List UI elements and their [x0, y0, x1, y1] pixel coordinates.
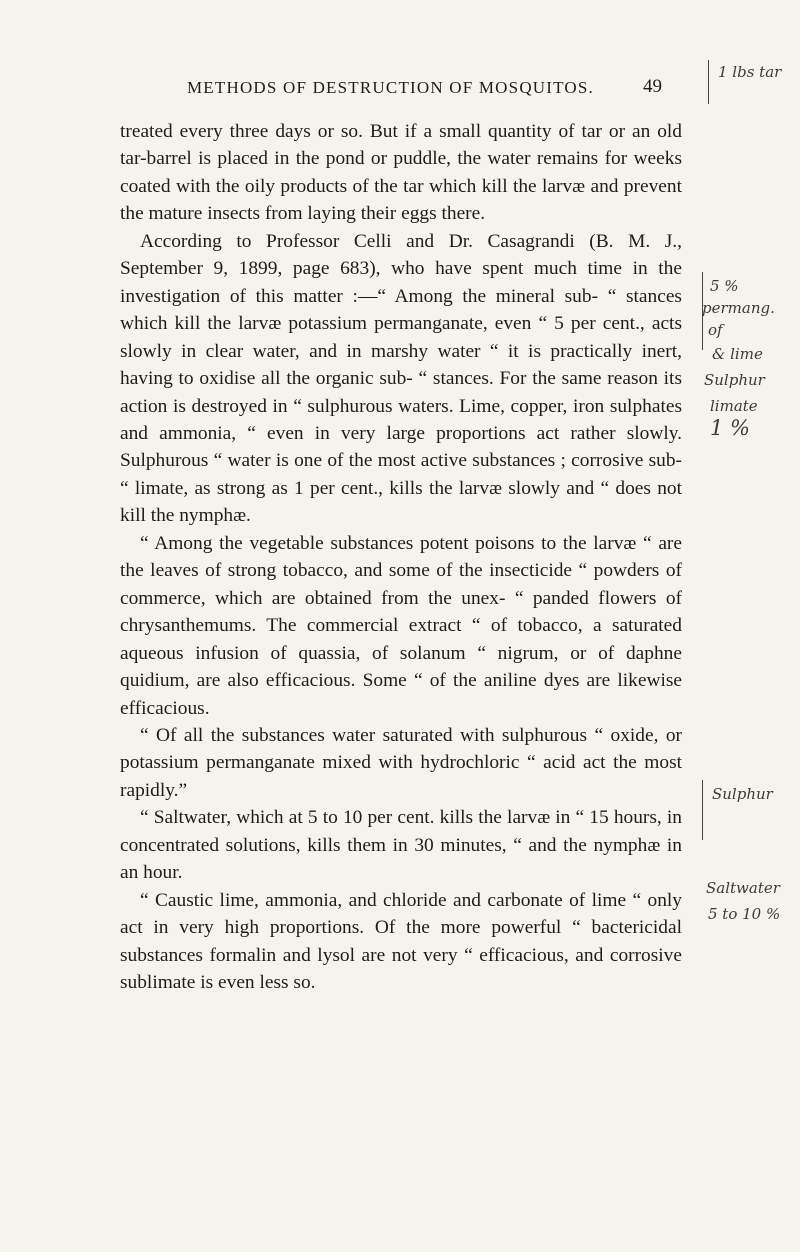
text-line: remains for weeks coated with the oily products of the tar [120, 148, 682, 197]
paragraph [120, 228, 682, 530]
text-line: “ stances. For the same reason its action is destroyed in [120, 368, 682, 417]
paragraph [120, 530, 682, 722]
text-line: According to Professor Celli and Dr. Casagrandi (B. M. J., [140, 230, 682, 252]
margin-note: of [708, 321, 723, 339]
margin-bracket [708, 60, 709, 104]
text-line: “ even in very large proportions act rather slowly. Sulphurous [120, 422, 682, 472]
text-line: “ sulphurous waters. Lime, copper, iron sulphates and ammonia, [120, 395, 682, 444]
margin-annotations [698, 63, 798, 1100]
text-line: “ Caustic lime, ammonia, and chloride and carbonate of lime [140, 889, 627, 911]
margin-note: Sulphur [712, 785, 773, 803]
paragraph [120, 722, 682, 804]
text-line: “ acid act the most rapidly.” [120, 752, 682, 801]
margin-note: 1 lbs tar [718, 63, 782, 81]
text-line: “ efficacious, and corrosive sublimate is even less so. [120, 944, 682, 994]
text-line: “ bactericidal substances formalin and lysol are not very [120, 917, 682, 966]
margin-note: permang. [702, 299, 775, 317]
text-line: “ limate, as strong as 1 per cent., kills the larvæ slowly and [120, 477, 595, 499]
text-line: “ nigrum, or of daphne quidium, are also efficacious. Some [120, 642, 682, 692]
text-line: “ stances which kill the larvæ potassium permanganate, even [120, 285, 682, 335]
text-line: “ Saltwater, which at 5 to 10 per cent. kills the larvæ in [140, 807, 571, 829]
body-text [120, 118, 682, 997]
margin-note: Sulphur [704, 371, 765, 389]
text-line: the investigation of this matter :—“ Among the mineral sub- [120, 258, 682, 307]
text-line: September 9, 1899, page 683), who have spent much time in [120, 258, 648, 280]
running-title: METHODS OF DESTRUCTION OF MOSQUITOS. [186, 78, 594, 97]
text-line: or an old tar-barrel is placed in the pond or puddle, the water [120, 121, 682, 170]
text-line: “ panded flowers of chrysanthemums. The commercial extract [120, 587, 682, 637]
margin-note: 1 % [710, 416, 750, 440]
text-line: treated every three days or so. But if a small quantity of tar [120, 121, 602, 142]
text-line: “ it is practically inert, having to oxidise all the organic sub- [120, 340, 682, 390]
text-line: “ oxide, or potassium permanganate mixed with hydrochloric [120, 724, 682, 774]
text-line: “ of tobacco, a saturated aqueous infusion of quassia, of solanum [120, 615, 682, 664]
text-line: “ Among the vegetable substances potent poisons to the larvæ [140, 532, 637, 554]
paragraph [120, 118, 682, 228]
paragraph [120, 804, 682, 886]
page-number: 49 [643, 76, 662, 97]
margin-bracket [702, 780, 703, 840]
margin-note: 5 % [710, 277, 739, 295]
text-line: “ only act in very high proportions. Of the more powerful [120, 889, 682, 939]
text-line: “ of the aniline dyes are likewise efficacious. [120, 670, 682, 719]
margin-note: Saltwater [706, 879, 780, 897]
text-line: “ does not kill the nymphæ. [120, 477, 682, 527]
text-line: laying their eggs there. [307, 203, 486, 225]
paragraph [120, 887, 682, 997]
text-line: which kill the larvæ and prevent the mature insects from [120, 175, 682, 225]
text-line: “ are the leaves of strong tobacco, and some of the insecticide [120, 532, 682, 582]
text-line: “ 15 hours, in concentrated solutions, kills them in 30 minutes, [120, 807, 682, 856]
text-line: “ water is one of the most active substances ; corrosive sub- [213, 450, 682, 472]
text-line: “ Of all the substances water saturated with sulphurous [140, 724, 588, 746]
margin-note: & lime [712, 345, 763, 363]
text-line: “ 5 per cent., acts slowly in clear water, and in marshy water [120, 313, 682, 362]
margin-note: limate [710, 397, 758, 415]
text-line: “ powders of commerce, which are obtained from the unex- [120, 560, 682, 609]
text-line: “ and the nymphæ in an hour. [120, 834, 682, 884]
margin-note: 5 to 10 % [708, 905, 781, 923]
